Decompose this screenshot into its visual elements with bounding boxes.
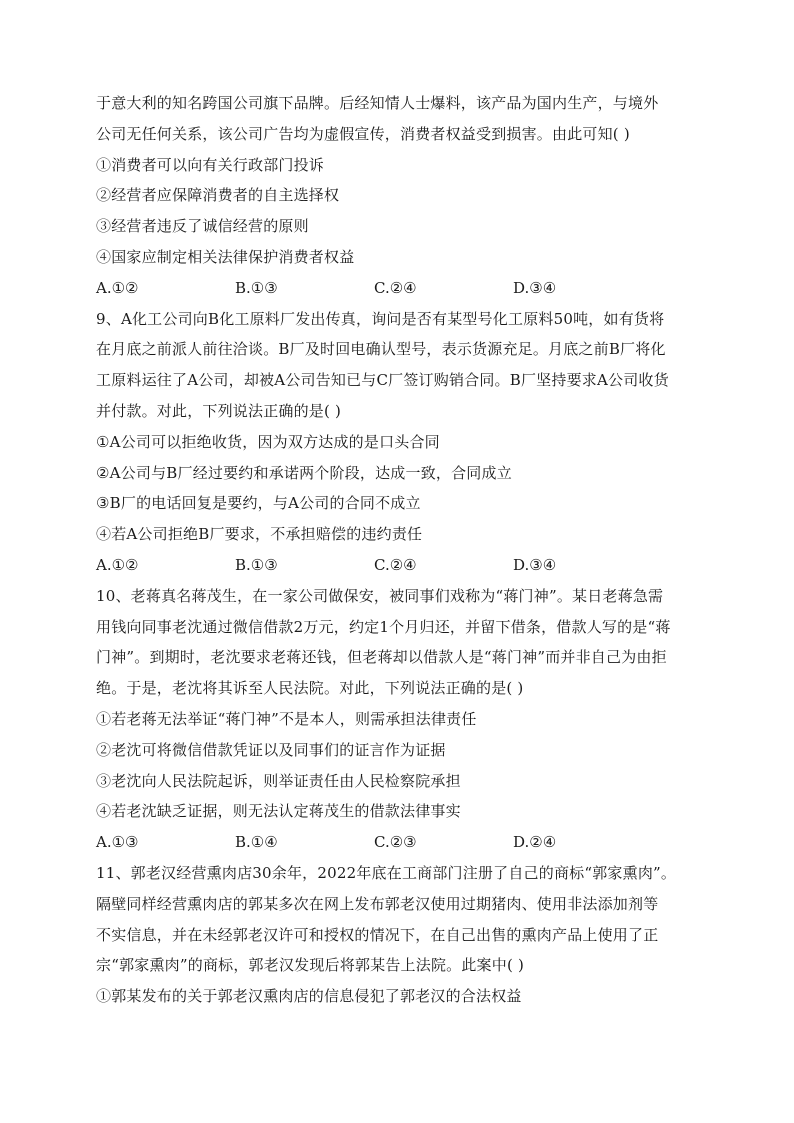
choice-b: B.①③	[235, 278, 278, 297]
statement-option: ③经营者违反了诚信经营的原则	[96, 217, 309, 236]
question-stem-line: 于意大利的知名跨国公司旗下品牌。后经知情人士爆料，该产品为国内生产，与境外	[96, 94, 659, 112]
question-stem-line: 隔壁同样经营熏肉店的郭某多次在网上发布郭老汉使用过期猪肉、使用非法添加剂等	[96, 894, 659, 913]
choice-c: C.②④	[374, 278, 417, 297]
document-page	[96, 88, 706, 1012]
statement-option: ④若老沈缺乏证据，则无法认定蒋茂生的借款法律事实	[96, 802, 461, 821]
choice-b: B.①③	[235, 555, 278, 574]
choice-d: D.③④	[513, 278, 557, 297]
statement-option: ②经营者应保障消费者的自主选择权	[96, 186, 340, 205]
question-stem-line: 11、郭老汉经营熏肉店30余年，2022年底在工商部门注册了自己的商标“郭家熏肉”。	[96, 863, 677, 882]
statement-option: ②老沈可将微信借款凭证以及同事们的证言作为证据	[96, 740, 446, 759]
choice-d: D.③④	[513, 555, 557, 574]
choice-b: B.①④	[235, 833, 278, 852]
question-11	[96, 858, 706, 1012]
question-stem-line: 工原料运往了A公司，却被A公司告知已与C厂签订购销合同。B厂坚持要求A公司收货	[96, 371, 669, 390]
question-8	[96, 88, 706, 304]
statement-option: ④若A公司拒绝B厂要求，不承担赔偿的违约责任	[96, 525, 423, 544]
question-9	[96, 304, 706, 581]
statement-option: ①A公司可以拒绝收货，因为双方达成的是口头合同	[96, 432, 440, 451]
question-stem-line: 在月底之前派人前往洽谈。B厂及时回电确认型号，表示货源充足。月底之前B厂将化	[96, 340, 666, 359]
question-stem-line: 公司无任何关系，该公司广告均为虚假宣传，消费者权益受到损害。由此可知( )	[96, 124, 630, 143]
statement-option: ①若老蒋无法举证“蒋门神”不是本人，则需承担法律责任	[96, 709, 477, 728]
choice-a: A.①②	[96, 278, 139, 297]
answer-choices	[96, 273, 706, 304]
choice-a: A.①②	[96, 555, 139, 574]
statement-option: ④国家应制定相关法律保护消费者权益	[96, 247, 355, 266]
choice-c: C.②④	[374, 555, 417, 574]
question-stem-line: 不实信息，并在未经郭老汉许可和授权的情况下，在自己出售的熏肉产品上使用了正	[96, 925, 659, 944]
answer-choices	[96, 550, 706, 581]
choice-c: C.②③	[374, 833, 417, 852]
question-stem-line: 9、A化工公司向B化工原料厂发出传真，询问是否有某型号化工原料50吨，如有货将	[96, 309, 665, 328]
question-stem-line: 用钱向同事老沈通过微信借款2万元，约定1个月归还，并留下借条，借款人写的是“蒋	[96, 617, 671, 636]
question-10	[96, 581, 706, 858]
statement-option: ③老沈向人民法院起诉，则举证责任由人民检察院承担	[96, 771, 461, 790]
question-stem-line: 门神”。到期时，老沈要求老蒋还钱，但老蒋却以借款人是“蒋门神”而并非自己为由拒	[96, 648, 667, 667]
question-stem-line: 并付款。对此，下列说法正确的是( )	[96, 401, 342, 420]
choice-a: A.①③	[96, 833, 139, 852]
statement-option: ②A公司与B厂经过要约和承诺两个阶段，达成一致，合同成立	[96, 463, 512, 482]
question-stem-line: 绝。于是，老沈将其诉至人民法院。对此，下列说法正确的是( )	[96, 679, 524, 698]
answer-choices	[96, 827, 706, 858]
statement-option: ①消费者可以向有关行政部门投诉	[96, 155, 325, 174]
statement-option: ①郭某发布的关于郭老汉熏肉店的信息侵犯了郭老汉的合法权益	[96, 987, 522, 1006]
statement-option: ③B厂的电话回复是要约，与A公司的合同不成立	[96, 494, 421, 513]
choice-d: D.②④	[513, 833, 557, 852]
question-stem-line: 宗“郭家熏肉”的商标，郭老汉发现后将郭某告上法院。此案中( )	[96, 956, 525, 975]
question-stem-line: 10、老蒋真名蒋茂生，在一家公司做保安，被同事们戏称为“蒋门神”。某日老蒋急需	[96, 586, 664, 605]
